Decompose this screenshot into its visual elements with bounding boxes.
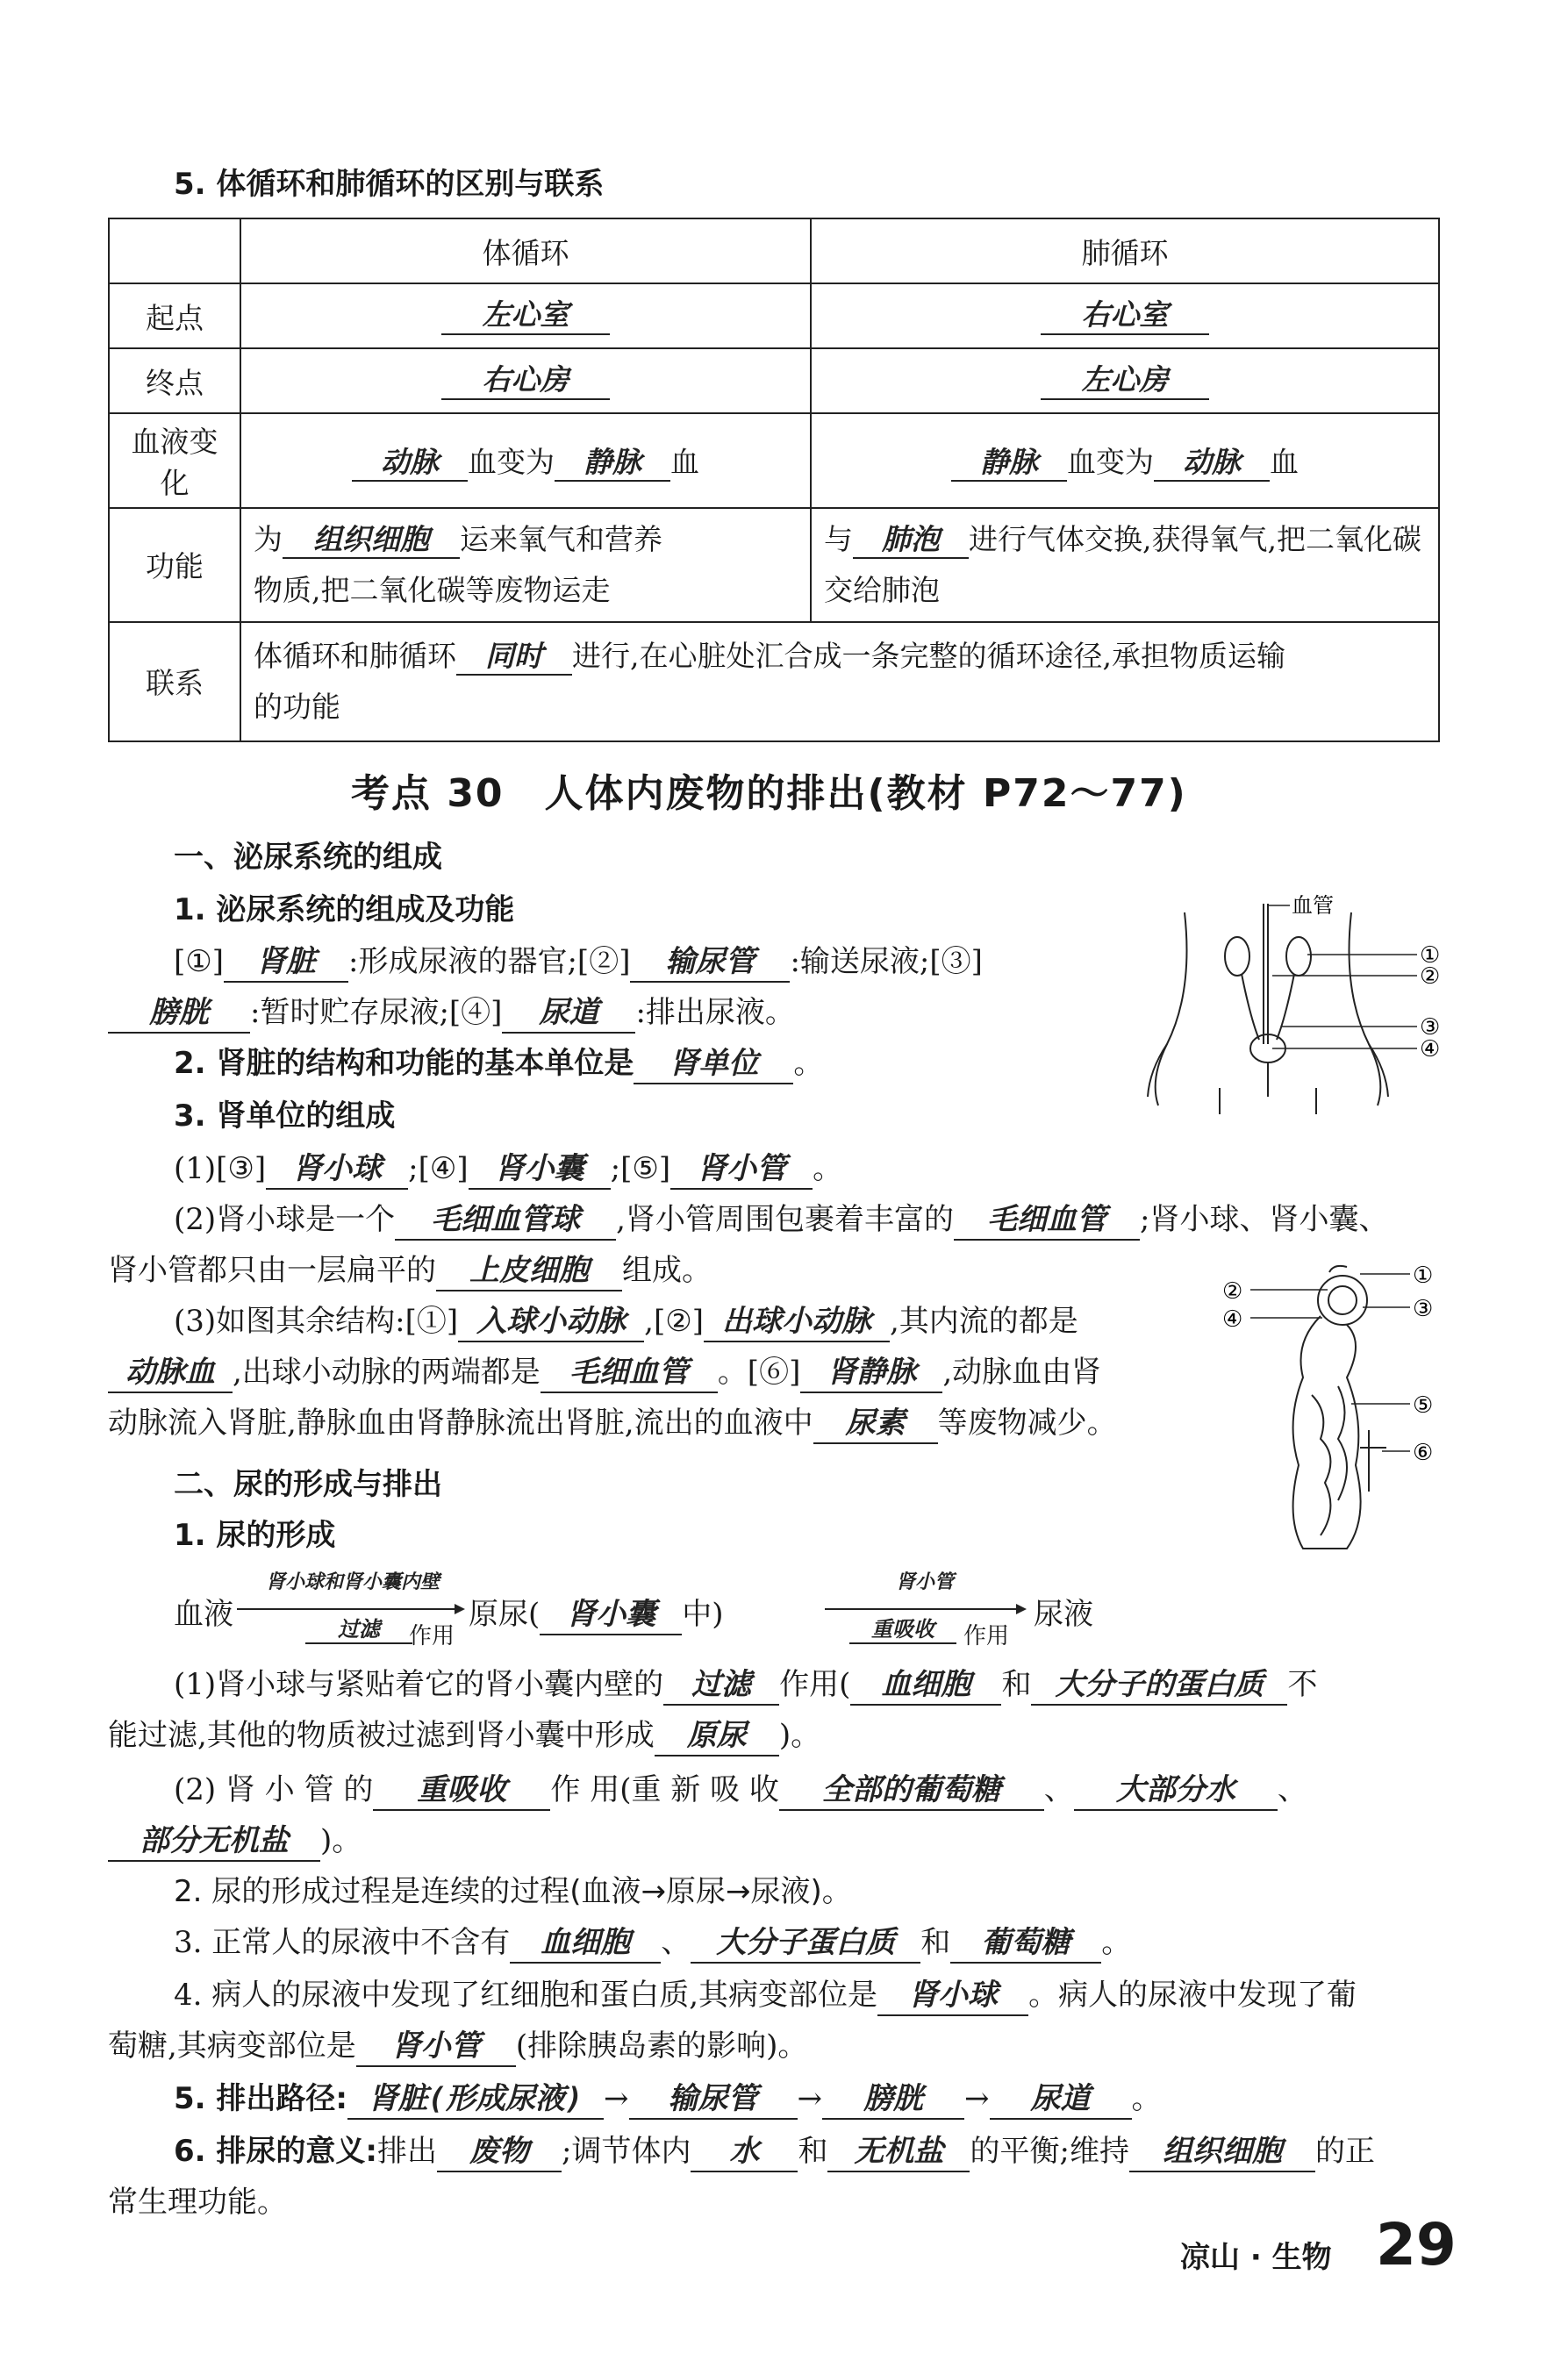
fill-macro-protein: 大分子的蛋白质 bbox=[1031, 1666, 1287, 1706]
fig2-n4: ④ bbox=[1222, 1306, 1243, 1333]
q1-line1: [①] 肾脏 :形成尿液的器官;[②] 输尿管 :输送尿液;[③] bbox=[174, 942, 983, 983]
blood-pul-mid: 血变为 bbox=[1067, 444, 1154, 479]
blood-sys-mid: 血变为 bbox=[468, 444, 555, 479]
arrow2-icon bbox=[825, 1602, 1027, 1616]
fill-u5-kidney: 肾脏(形成尿液) bbox=[347, 2080, 604, 2120]
u6-line1: 6. 排尿的意义:排出 废物 ;调节体内 水 和 无机盐 的平衡;维持 组织细胞 的正 bbox=[174, 2132, 1375, 2172]
fill-renal-vein: 肾静脉 bbox=[800, 1354, 942, 1393]
fill-some-salts: 部分无机盐 bbox=[108, 1822, 320, 1862]
fill-tubule: 肾小管 bbox=[670, 1150, 813, 1190]
blood-pul-b: 动脉 bbox=[1154, 444, 1270, 482]
fill-capillaries: 毛细血管 bbox=[954, 1201, 1140, 1241]
q1-line2: 膀胱 :暂时贮存尿液;[④] 尿道 :排出尿液。 bbox=[108, 993, 795, 1034]
u1-heading: 1. 尿的形成 bbox=[174, 1518, 336, 1553]
link-1: 体循环和肺循环 bbox=[254, 638, 456, 673]
fill-all-glucose: 全部的葡萄糖 bbox=[779, 1771, 1044, 1811]
fill-u5-urethra: 尿道 bbox=[990, 2080, 1132, 2120]
fill-capillaries-2: 毛细血管 bbox=[541, 1354, 718, 1393]
row-blood-label: 血液变化 bbox=[109, 413, 240, 508]
fill-glomerulus: 肾小球 bbox=[266, 1150, 408, 1190]
u1-p2-line2: 部分无机盐 )。 bbox=[108, 1821, 362, 1862]
u5-line: 5. 排出路径: 肾脏(形成尿液) → 输尿管 → 膀胱 → 尿道 。 bbox=[174, 2079, 1162, 2120]
func-sys-3: 物质,把二氧化碳等废物运走 bbox=[254, 572, 611, 607]
fig1-n3: ③ bbox=[1420, 1014, 1441, 1041]
flow-arrow1-top: 肾小球和肾小囊内壁 bbox=[265, 1571, 440, 1593]
part1-heading: 一、泌尿系统的组成 bbox=[174, 840, 442, 875]
fill-u3-glucose: 葡萄糖 bbox=[950, 1924, 1101, 1964]
func-pul-1: 与 bbox=[824, 522, 853, 556]
fig1-vessel: 血管 bbox=[1292, 893, 1334, 918]
fill-filtration: 过滤 bbox=[663, 1666, 779, 1706]
circulation-table bbox=[108, 218, 1440, 742]
col-pulmonary: 肺循环 bbox=[811, 218, 1439, 283]
row-end-label: 终点 bbox=[109, 348, 240, 413]
urine-flow bbox=[174, 1570, 1139, 1667]
func-sys-1: 为 bbox=[254, 522, 283, 556]
fill-u6-salts: 无机盐 bbox=[827, 2133, 970, 2172]
fill-reabsorption: 重吸收 bbox=[373, 1771, 550, 1811]
q3-line5: 动脉血 ,出球小动脉的两端都是 毛细血管 。[⑥] 肾静脉 ,动脉血由肾 bbox=[108, 1353, 1101, 1393]
fill-u4-tubule: 肾小管 bbox=[356, 2028, 516, 2067]
fill-most-water: 大部分水 bbox=[1074, 1771, 1278, 1811]
blood-sys-b: 静脉 bbox=[555, 444, 670, 482]
u2-line: 2. 尿的形成过程是连续的过程(血液→原尿→尿液)。 bbox=[174, 1874, 852, 1909]
func-sys-fill: 组织细胞 bbox=[283, 521, 460, 559]
fill-u6-waste: 废物 bbox=[437, 2133, 562, 2172]
fill-u6-tissue: 组织细胞 bbox=[1129, 2133, 1315, 2172]
row-function-label: 功能 bbox=[109, 508, 240, 622]
u4-line2: 萄糖,其病变部位是 肾小管 (排除胰岛素的影响)。 bbox=[108, 2027, 807, 2067]
u6-line2: 常生理功能。 bbox=[108, 2185, 287, 2220]
end-systemic: 右心房 bbox=[441, 361, 610, 399]
q3-line4: (3)如图其余结构:[①] 入球小动脉 ,[②] 出球小动脉 ,其内流的都是 bbox=[174, 1302, 1078, 1342]
flow-arrow2-word: 作用 bbox=[963, 1623, 1010, 1649]
flow-arrow2-bottom: 重吸收 bbox=[849, 1616, 956, 1644]
fill-capsule: 肾小囊 bbox=[469, 1150, 611, 1190]
fill-ureter: 输尿管 bbox=[630, 943, 790, 983]
fill-capillary-ball: 毛细血管球 bbox=[395, 1201, 616, 1241]
link-3: 的功能 bbox=[254, 689, 340, 724]
q3-line1: (1)[③] 肾小球 ;[④] 肾小囊 ;[⑤] 肾小管 。 bbox=[174, 1149, 842, 1190]
fill-afferent: 入球小动脉 bbox=[458, 1303, 644, 1342]
blood-pul-a: 静脉 bbox=[951, 444, 1067, 482]
fill-kidney: 肾脏 bbox=[224, 943, 348, 983]
q3-line3: 肾小管都只由一层扁平的 上皮细胞 组成。 bbox=[108, 1251, 712, 1291]
fig2-n5: ⑤ bbox=[1413, 1392, 1434, 1419]
table-corner bbox=[109, 218, 240, 283]
u3-line: 3. 正常人的尿液中不含有 血细胞 、 大分子蛋白质 和 葡萄糖 。 bbox=[174, 1923, 1131, 1964]
link-2: 进行,在心脏处汇合成一条完整的循环途径,承担物质运输 bbox=[572, 638, 1285, 673]
fill-nephron: 肾单位 bbox=[634, 1045, 793, 1084]
q2-line: 2. 肾脏的结构和功能的基本单位是 肾单位 。 bbox=[174, 1044, 823, 1084]
u1-p1-line1: (1)肾小球与紧贴着它的肾小囊内壁的 过滤 作用( 血细胞 和 大分子的蛋白质 不 bbox=[174, 1665, 1317, 1706]
fig1-n2: ② bbox=[1420, 963, 1441, 990]
start-pulmonary: 右心室 bbox=[1041, 297, 1209, 334]
fill-epithelial: 上皮细胞 bbox=[436, 1252, 622, 1291]
row-start-label: 起点 bbox=[109, 283, 240, 348]
fill-blood-cells: 血细胞 bbox=[850, 1666, 1001, 1706]
end-pulmonary: 左心房 bbox=[1041, 361, 1209, 399]
func-pul-2: 进行气体交换,获得氧气,把二氧化碳 bbox=[969, 522, 1421, 556]
flow-blood: 血液 bbox=[174, 1597, 233, 1632]
u1-p2-line1: (2) 肾 小 管 的 重吸收 作 用(重 新 吸 收 全部的葡萄糖 、 大部分水 、 bbox=[174, 1771, 1307, 1811]
fig2-n1: ① bbox=[1413, 1263, 1434, 1289]
fill-u4-glomerulus: 肾小球 bbox=[877, 1977, 1028, 2016]
flow-arrow1-bottom: 过滤 bbox=[305, 1616, 412, 1644]
fill-bladder: 膀胱 bbox=[108, 994, 250, 1034]
fill-primary-urine: 原尿 bbox=[655, 1717, 779, 1756]
part2-heading: 二、尿的形成与排出 bbox=[174, 1467, 442, 1502]
u1-p1-line2: 能过滤,其他的物质被过滤到肾小囊中形成 原尿 )。 bbox=[108, 1716, 820, 1756]
flow-arrow1-word: 作用 bbox=[409, 1623, 455, 1649]
fig2-n3: ③ bbox=[1413, 1296, 1434, 1322]
q3-heading: 3. 肾单位的组成 bbox=[174, 1098, 396, 1134]
row-link-label: 联系 bbox=[109, 622, 240, 741]
fig2-n6: ⑥ bbox=[1413, 1440, 1434, 1466]
blood-sys-end: 血 bbox=[670, 444, 699, 479]
page-number: 29 bbox=[1376, 2211, 1457, 2279]
section-5-heading: 5. 体循环和肺循环的区别与联系 bbox=[174, 167, 605, 202]
fill-u5-ureter: 输尿管 bbox=[629, 2080, 798, 2120]
fill-arterial-blood: 动脉血 bbox=[108, 1354, 233, 1393]
fig2-n2: ② bbox=[1222, 1278, 1243, 1305]
q3-line6: 动脉流入肾脏,静脉血由肾静脉流出肾脏,流出的血液中 尿素 等废物减少。 bbox=[108, 1404, 1117, 1444]
fill-urethra: 尿道 bbox=[502, 994, 635, 1034]
blood-sys-a: 动脉 bbox=[352, 444, 468, 482]
fill-efferent: 出球小动脉 bbox=[704, 1303, 890, 1342]
func-pul-3: 交给肺泡 bbox=[824, 572, 940, 607]
fig1-n4: ④ bbox=[1420, 1036, 1441, 1062]
page-title: 考点 30 人体内废物的排出(教材 P72～77) bbox=[351, 771, 1187, 816]
fill-u6-water: 水 bbox=[691, 2133, 798, 2172]
footer-label: 凉山 · 生物 bbox=[1180, 2240, 1332, 2275]
fill-urea: 尿素 bbox=[813, 1405, 938, 1444]
fill-flow-capsule: 肾小囊 bbox=[540, 1596, 682, 1635]
fig1-n1: ① bbox=[1420, 942, 1441, 969]
nephron-figure bbox=[1215, 1263, 1448, 1562]
col-systemic: 体循环 bbox=[240, 218, 811, 283]
arrow1-icon bbox=[237, 1602, 465, 1616]
u4-line1: 4. 病人的尿液中发现了红细胞和蛋白质,其病变部位是 肾小球 。病人的尿液中发现了葡 bbox=[174, 1976, 1357, 2016]
flow-primary: 原尿( 肾小囊 中) bbox=[469, 1590, 724, 1635]
link-fill: 同时 bbox=[456, 638, 572, 676]
fill-u3-protein: 大分子蛋白质 bbox=[691, 1924, 920, 1964]
q1-heading: 1. 泌尿系统的组成及功能 bbox=[174, 892, 515, 927]
urinary-system-figure bbox=[1132, 886, 1457, 1123]
q3-line2: (2)肾小球是一个 毛细血管球 ,肾小管周围包裹着丰富的 毛细血管 ;肾小球、肾小囊、 bbox=[174, 1200, 1388, 1241]
flow-urine: 尿液 bbox=[1034, 1597, 1093, 1632]
func-pul-fill: 肺泡 bbox=[853, 521, 969, 559]
func-sys-2: 运来氧气和营养 bbox=[460, 522, 662, 556]
flow-arrow2-top: 肾小管 bbox=[895, 1571, 954, 1593]
start-systemic: 左心室 bbox=[441, 297, 610, 334]
blood-pul-end: 血 bbox=[1270, 444, 1299, 479]
fill-u5-bladder: 膀胱 bbox=[822, 2080, 964, 2120]
fill-u3-cells: 血细胞 bbox=[510, 1924, 661, 1964]
